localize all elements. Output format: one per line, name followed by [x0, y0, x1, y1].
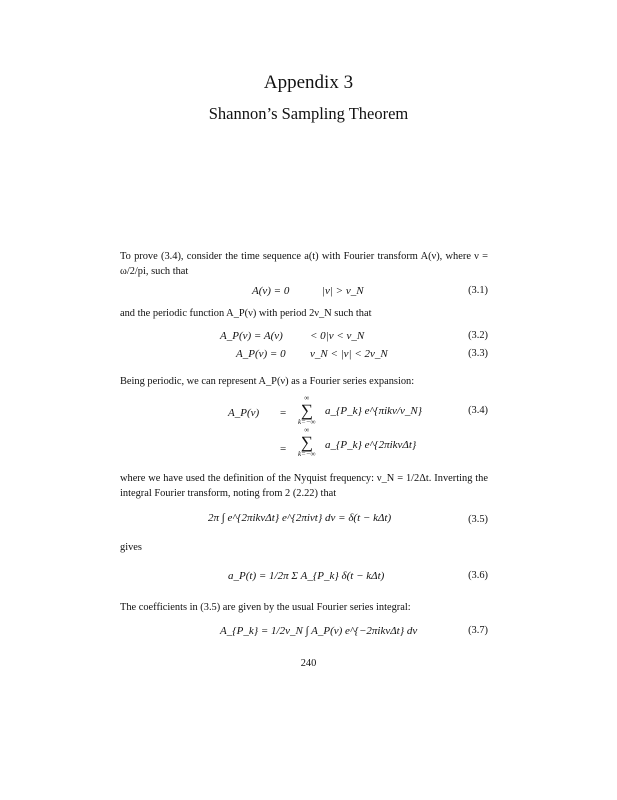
sum-lower-limit: k=−∞ — [298, 450, 316, 458]
equation-3-5 — [120, 510, 488, 528]
summation-icon: ∑ — [300, 433, 313, 452]
equation-3-1 — [120, 285, 488, 303]
sum-upper-limit: ∞ — [304, 394, 310, 402]
equation-3-4-sum-1 — [298, 395, 316, 426]
paragraph-periodic-function: and the periodic function A_P(ν) with period 2ν_N such that — [120, 308, 372, 319]
paragraph-intro: To prove (3.4), consider the time sequence a(t) with Fourier transform A(ν), where ν = ω/2/pi, such that — [120, 251, 488, 277]
equation-3-6-number: (3.6) — [468, 570, 488, 581]
equation-3-4-line-2: a_{P_k} e^{2πikνΔt} — [325, 439, 417, 451]
sum-upper-limit: ∞ — [304, 426, 310, 434]
page-number: 240 — [300, 658, 317, 669]
paragraph-coefficients: The coefficients in (3.5) are given by the usual Fourier series integral: — [120, 602, 411, 613]
equation-3-4-equals-2: = — [280, 443, 287, 455]
sum-lower-limit: k=−∞ — [298, 418, 316, 426]
equation-3-1-lhs: A(ν) = 0 — [252, 285, 290, 297]
equation-3-6 — [120, 562, 488, 594]
equation-3-2-rhs: < 0|ν < ν_N — [310, 330, 365, 342]
equation-3-4-sum-2 — [298, 427, 316, 458]
equation-3-7-number: (3.7) — [468, 625, 488, 636]
chapter-title: Shannon’s Sampling Theorem — [208, 104, 409, 123]
equation-3-7-body: A_{P_k} = 1/2ν_N ∫ A_P(ν) e^{−2πikνΔt} dν — [220, 625, 418, 637]
equation-3-4-line-1: a_{P_k} e^{πikν/ν_N} — [325, 405, 423, 417]
equation-3-5-number: (3.5) — [468, 514, 488, 525]
equation-3-4-lhs: A_P(ν) — [228, 407, 260, 419]
equation-3-1-rhs: |ν| > ν_N — [322, 285, 364, 297]
equation-3-2 — [120, 330, 488, 348]
paragraph-nyquist: where we have used the definition of the Nyquist frequency: ν_N = 1/2Δt. Inverting the integral Fourier transform, noting from 2 (2.22) that — [120, 473, 488, 499]
equation-3-5-body: 2π ∫ e^{2πikνΔt} e^{2πiνt} dν = δ(t − kΔt) — [208, 512, 392, 524]
equation-3-3-rhs: ν_N < |ν| < 2ν_N — [310, 348, 388, 360]
paragraph-gives: gives — [120, 542, 142, 553]
paragraph-fourier-series: Being periodic, we can represent A_P(ν) as a Fourier series expansion: — [120, 376, 415, 387]
equation-3-3-number: (3.3) — [468, 348, 488, 359]
equation-3-4-equals-1: = — [280, 407, 287, 419]
equation-3-2-number: (3.2) — [468, 330, 488, 341]
equation-3-4-number: (3.4) — [468, 405, 488, 416]
chapter-heading: Appendix 3 — [263, 72, 354, 93]
equation-3-6-body: a_P(t) = 1/2π Σ A_{P_k} δ(t − kΔt) — [228, 570, 385, 582]
equation-3-7 — [120, 621, 488, 649]
equation-3-3 — [120, 348, 488, 366]
equation-3-1-number: (3.1) — [468, 285, 488, 296]
equation-3-4 — [120, 393, 488, 465]
equation-3-2-lhs: A_P(ν) = A(ν) — [220, 330, 283, 342]
summation-icon: ∑ — [300, 401, 313, 420]
equation-3-3-lhs: A_P(ν) = 0 — [236, 348, 286, 360]
